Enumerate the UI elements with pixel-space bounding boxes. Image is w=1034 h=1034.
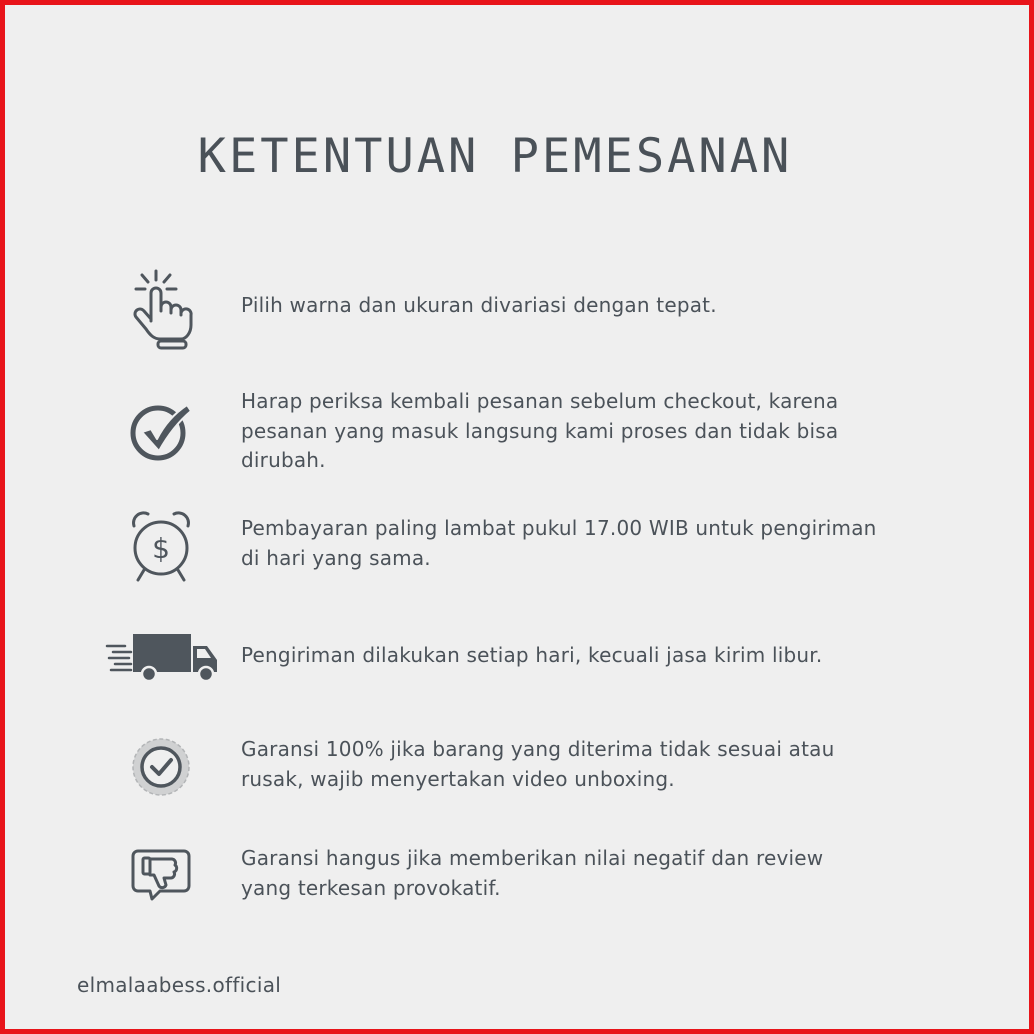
rule-item-text: Garansi 100% jika barang yang diterima tidak sesuai atau rusak, wajib menyertakan video unboxing. [241,737,835,791]
account-handle: elmalaabess.official [77,973,282,997]
thumbs-down-bubble-icon [101,833,221,917]
check-circle-icon [101,389,221,473]
pointing-hand-icon [101,267,221,351]
svg-text:$: $ [152,532,170,565]
page-title: KETENTUAN PEMESANAN [197,129,793,184]
rule-item-text: Pengiriman dilakukan setiap hari, kecuali jasa kirim libur. [241,643,823,667]
rule-item-text: Garansi hangus jika memberikan nilai negatif dan review yang terkesan provokatif. [241,846,824,900]
rule-item-text: Pembayaran paling lambat pukul 17.00 WIB untuk pengiriman di hari yang sama. [241,516,877,570]
delivery-truck-icon [101,615,221,699]
guarantee-badge-icon [101,725,221,809]
rule-item-text: Harap periksa kembali pesanan sebelum checkout, karena pesanan yang masuk langsung kami proses dan tidak bisa dirubah. [241,389,839,472]
rule-item-text: Pilih warna dan ukuran divariasi dengan tepat. [241,293,717,317]
alarm-clock-dollar-icon [101,505,221,589]
